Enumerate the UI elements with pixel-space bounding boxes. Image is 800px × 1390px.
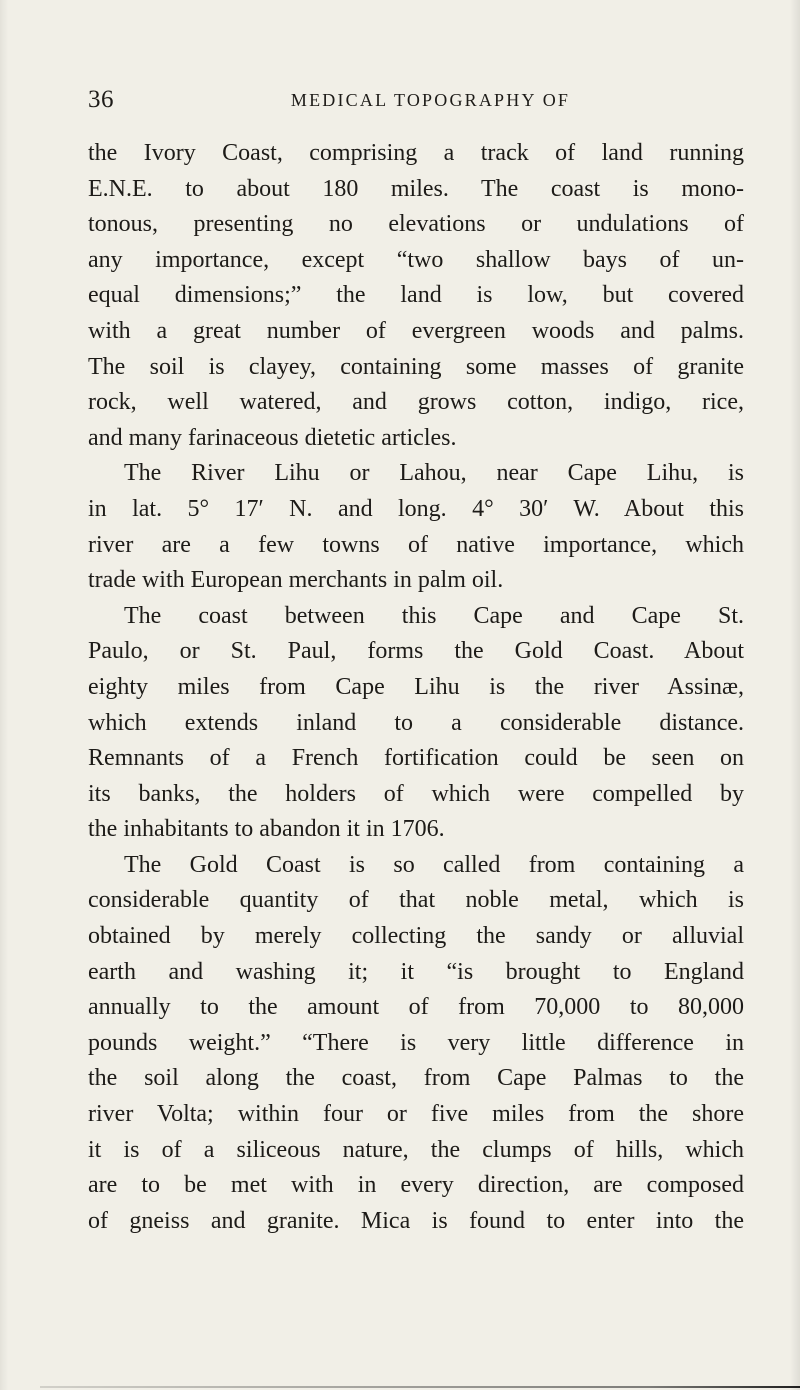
text-line: pounds weight.” “There is very little difference in [88, 1029, 744, 1056]
text-line: the Ivory Coast, comprising a track of land running [88, 140, 744, 166]
text-line: earth and washing it; it “is brought to England [88, 958, 744, 985]
text-line: are to be met with in every direction, are composed [88, 1172, 744, 1199]
page-number: 36 [88, 86, 114, 113]
text-line: equal dimensions;” the land is low, but covered [88, 282, 744, 309]
text-line: any importance, except “two shallow bays of un- [88, 246, 744, 273]
text-line: E.N.E. to about 180 miles. The coast is mono- [88, 175, 744, 202]
page-left-edge-shadow [0, 0, 8, 1390]
text-line: trade with European merchants in palm oil. [88, 567, 504, 594]
text-line: which extends inland to a considerable distance. [88, 709, 744, 736]
text-line: The soil is clayey, containing some masses of granite [88, 353, 744, 380]
text-line: eighty miles from Cape Lihu is the river Assinæ, [88, 673, 744, 700]
text-line: with a great number of evergreen woods and palms. [88, 317, 744, 344]
text-line: annually to the amount of from 70,000 to 80,000 [88, 994, 744, 1021]
text-line: in lat. 5° 17′ N. and long. 4° 30′ W. About this [88, 495, 744, 522]
text-line: considerable quantity of that noble metal, which is [88, 887, 744, 914]
text-line: it is of a siliceous nature, the clumps of hills, which [88, 1136, 744, 1163]
running-title: MEDICAL TOPOGRAPHY OF [290, 90, 571, 110]
text-line: Paulo, or St. Paul, forms the Gold Coast. About [88, 638, 744, 665]
text-line: river are a few towns of native importance, which [88, 531, 744, 558]
text-line: obtained by merely collecting the sandy or alluvial [88, 923, 744, 950]
text-line: and many farinaceous dietetic articles. [88, 424, 457, 451]
body-text [88, 136, 744, 1239]
text-line: its banks, the holders of which were compelled by [88, 780, 744, 807]
page-bottom-edge [40, 1386, 800, 1388]
text-line: Remnants of a French fortification could be seen on [88, 745, 744, 772]
page-header [88, 86, 743, 126]
text-line: of gneiss and granite. Mica is found to enter into the [88, 1207, 744, 1234]
page-right-edge-shadow [790, 0, 800, 1390]
text-line: the soil along the coast, from Cape Palmas to the [88, 1065, 744, 1092]
paragraph-first-line: The River Lihu or Lahou, near Cape Lihu, is [124, 460, 744, 487]
paragraph-first-line: The coast between this Cape and Cape St. [124, 602, 744, 629]
text-line: the inhabitants to abandon it in 1706. [88, 816, 445, 843]
text-line: tonous, presenting no elevations or undulations of [88, 211, 744, 238]
text-line: river Volta; within four or five miles from the shore [88, 1101, 744, 1128]
text-line: rock, well watered, and grows cotton, indigo, rice, [88, 389, 744, 416]
paragraph-first-line: The Gold Coast is so called from containing a [124, 851, 744, 878]
